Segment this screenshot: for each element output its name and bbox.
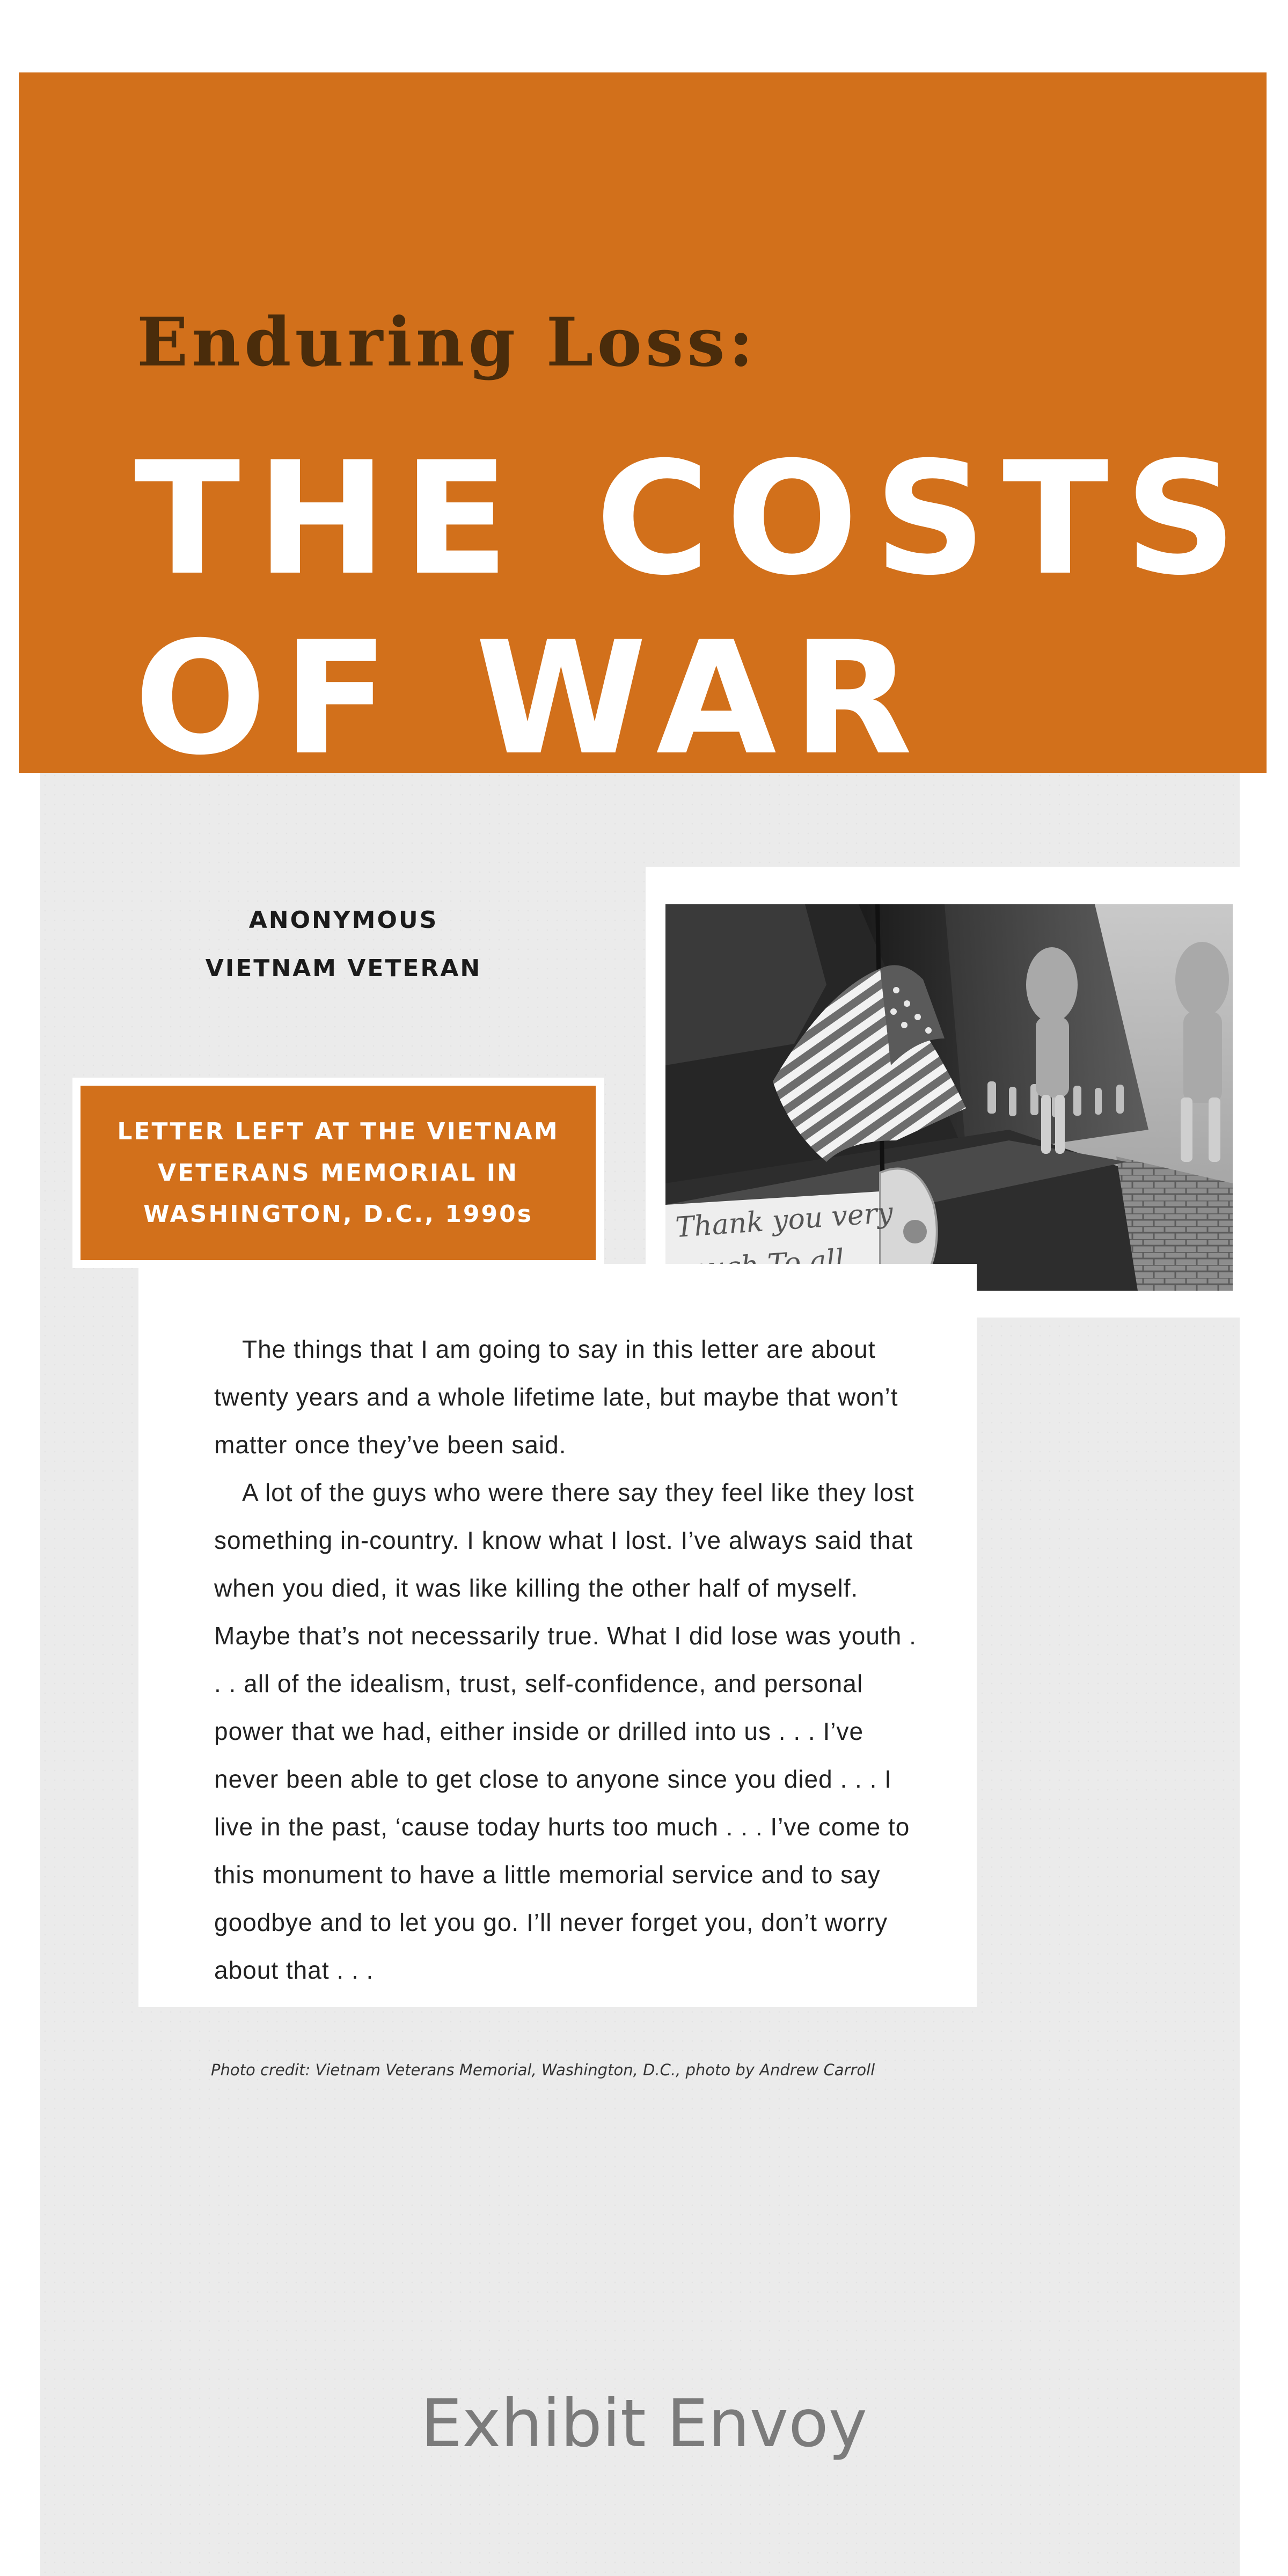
letter-text [214,1326,928,1994]
page-title: THE COSTS OF WAR [134,429,1253,789]
author-attribution [161,896,526,993]
context-badge-text: LETTER LEFT AT THE VIETNAM VETERANS MEMORIAL IN WASHINGTON, D.C., 1990s [117,1118,559,1228]
author-role: VIETNAM VETERAN [205,955,482,982]
photo-frame [646,867,1288,1318]
photo-credit: Photo credit: Vietnam Veterans Memorial, Washington, D.C., photo by Andrew Carroll [211,2061,875,2079]
title-banner [19,72,1267,789]
kicker-heading: Enduring Loss: [137,303,757,382]
letter-card [138,1264,977,2007]
brand-wordmark: Exhibit Envoy [421,2385,867,2462]
context-badge [72,1078,604,1268]
letter-paragraph-1: The things that I am going to say in this letter are about twenty years and a whole lifetime late, but maybe that won’t matter once they’ve been said. [214,1335,898,1459]
photo-note-line1: Thank you very [674,1196,894,1244]
memorial-photo [665,904,1233,1291]
author-name: ANONYMOUS [248,906,438,934]
letter-paragraph-2: A lot of the guys who were there say they feel like they lost something in-country. I know what I lost. I’ve always said that when you died, it was like killing the other half of myself. Maybe that’s not necessarily true. What I did lose was youth . . . all of the idealism, trust, self-confidence, and personal power that we had, either inside or drilled into us . . . I’ve never been able to get close to anyone since you died . . . I live in the past, ‘cause today hurts too much . . . I’ve come to this monument to have a little memorial service and to say goodbye and to let you go. I’ll never forget you, don’t worry about that . . . [214,1479,917,1984]
memorial-photo-image [665,904,1233,1291]
